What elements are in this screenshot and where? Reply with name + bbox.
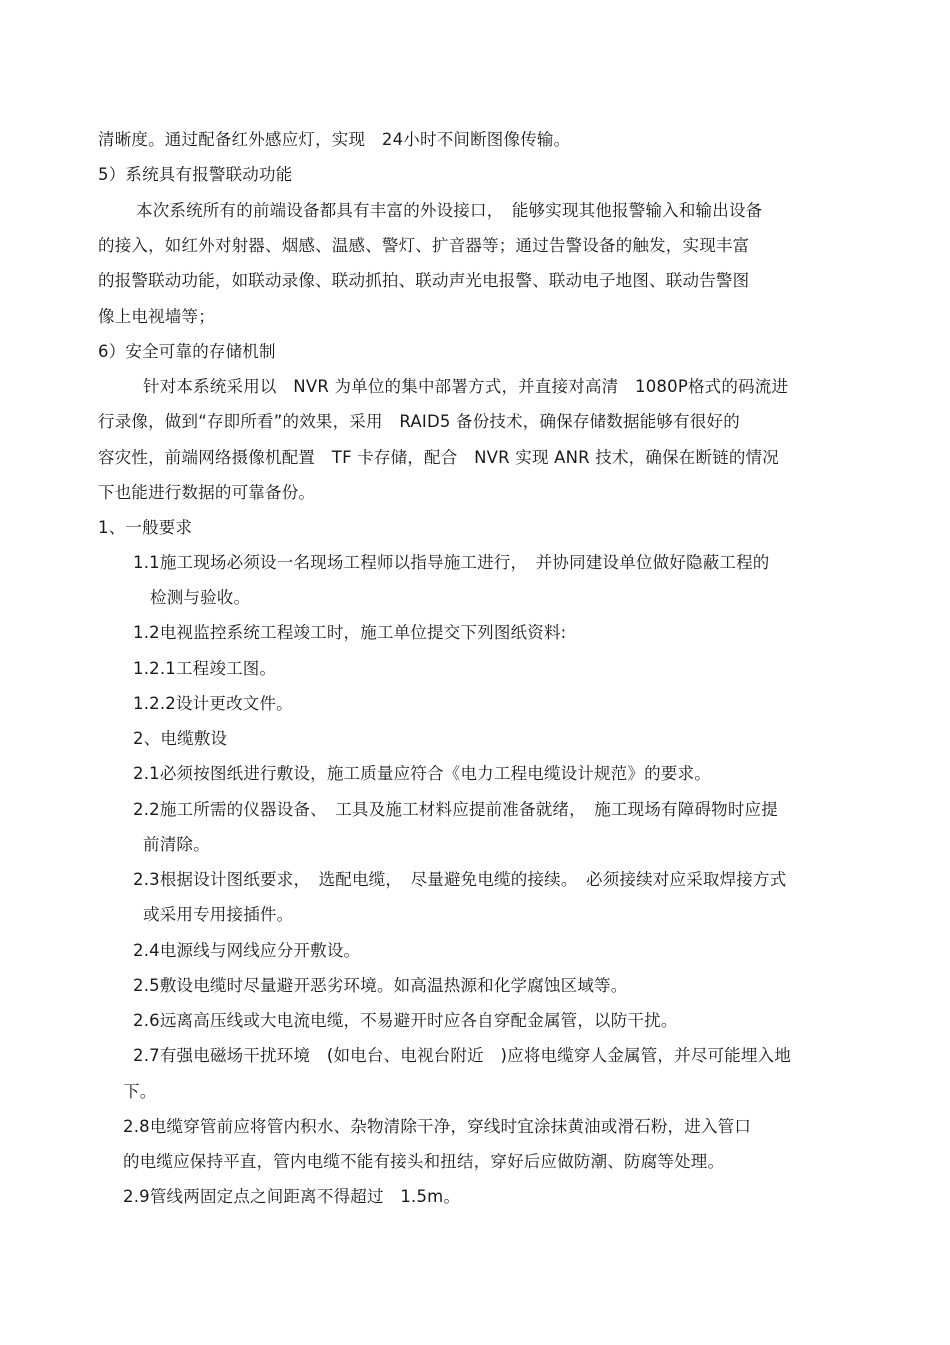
text-line: 本次系统所有的前端设备都具有丰富的外设接口， 能够实现其他报警输入和输出设备 [136,201,763,220]
text-line: 2.5敷设电缆时尽量避开恶劣环境。如高温热源和化学腐蚀区域等。 [133,976,628,995]
text-line: 2.4电源线与网线应分开敷设。 [133,941,361,960]
section-heading: 5）系统具有报警联动功能 [98,165,293,184]
text-line: 2.6远离高压线或大电流电缆，不易避开时应各自穿配金属管，以防干扰。 [133,1011,678,1030]
text-line: 像上电视墙等； [98,307,215,326]
text-line: 下。 [123,1082,157,1101]
text-line: 针对本系统采用以 NVR 为单位的集中部署方式，并直接对高清 1080P格式的码流进 [143,377,789,396]
text-line: 2.9管线两固定点之间距离不得超过 1.5m。 [123,1187,461,1206]
text-line: 容灾性，前端网络摄像机配置 TF 卡存储，配合 NVR 实现 ANR 技术，确保在断链的情况 [98,448,779,467]
text-line: 清晰度。通过配备红外感应灯，实现 24小时不间断图像传输。 [98,130,571,149]
text-line: 行录像，做到“存即所看”的效果，采用 RAID5 备份技术，确保存储数据能够有很好的 [98,412,740,431]
text-line: 2.7有强电磁场干扰环境 (如电台、电视台附近 )应将电缆穿人金属管，并尽可能埋入地 [133,1046,792,1065]
text-line: 的电缆应保持平直，管内电缆不能有接头和扭结，穿好后应做防潮、防腐等处理。 [123,1152,725,1171]
text-line: 检测与验收。 [150,588,251,607]
text-line: 2.2施工所需的仪器设备、 工具及施工材料应提前准备就绪， 施工现场有障碍物时应提 [133,800,778,819]
text-line: 1.1施工现场必须设一名现场工程师以指导施工进行， 并协同建设单位做好隐蔽工程的 [133,553,770,572]
text-line: 1.2.2设计更改文件。 [133,694,293,713]
text-line: 或采用专用接插件。 [143,905,294,924]
text-line: 下也能进行数据的可靠备份。 [98,483,316,502]
section-heading: 2、电缆敷设 [133,729,228,748]
text-line: 2.8电缆穿管前应将管内积水、杂物清除干净，穿线时宜涂抹黄油或滑石粉，进入管口 [123,1117,752,1136]
text-line: 的报警联动功能，如联动录像、联动抓拍、联动声光电报警、联动电子地图、联动告警图 [98,271,750,290]
text-line: 前清除。 [143,835,210,854]
text-line: 的接入，如红外对射器、烟感、温感、警灯、扩音器等；通过告警设备的触发，实现丰富 [98,236,750,255]
section-heading: 6）安全可靠的存储机制 [98,342,276,361]
text-line: 1.2.1工程竣工图。 [133,659,277,678]
text-line: 2.1必须按图纸进行敷设，施工质量应符合《电力工程电缆设计规范》的要求。 [133,764,711,783]
text-line: 2.3根据设计图纸要求， 选配电缆， 尽量避免电缆的接续。 必须接续对应采取焊接方式 [133,870,787,889]
text-line: 1.2电视监控系统工程竣工时，施工单位提交下列图纸资料: [133,623,567,642]
section-heading: 1、一般要求 [98,518,193,537]
